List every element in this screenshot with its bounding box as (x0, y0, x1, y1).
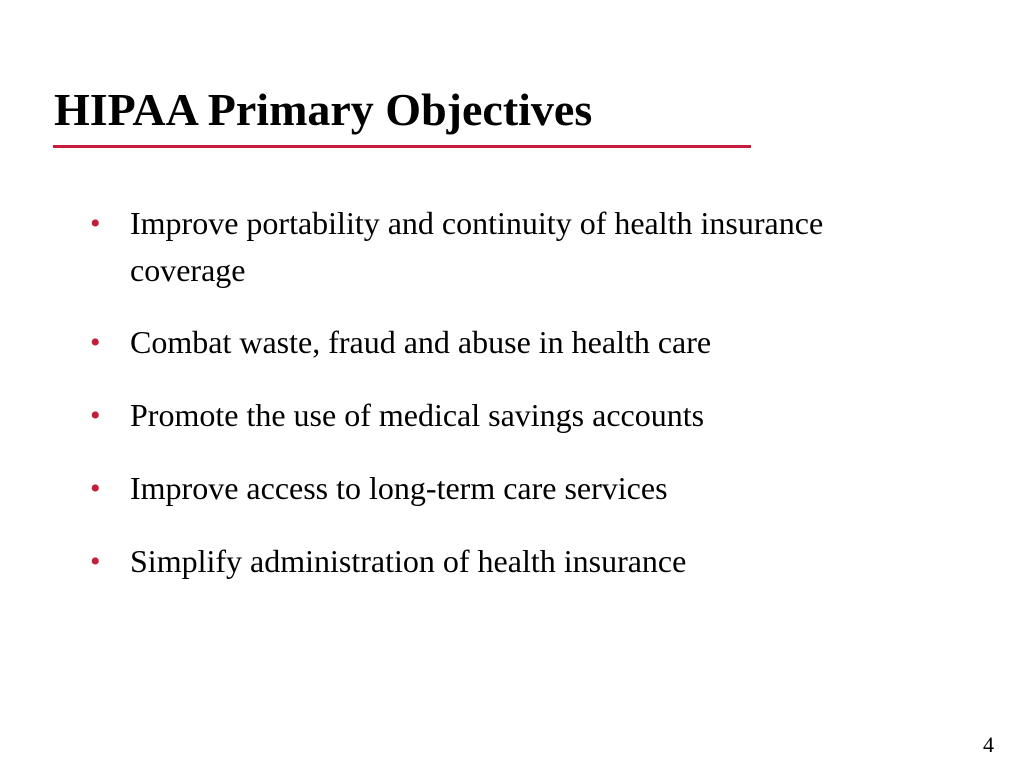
bullet-text: Combat waste, fraud and abuse in health care (130, 324, 712, 360)
page-number: 4 (983, 732, 994, 757)
bullet-icon: • (90, 399, 101, 432)
list-item (90, 319, 890, 366)
bullet-icon: • (90, 472, 101, 505)
list-item (90, 392, 890, 439)
bullet-text: Simplify administration of health insurance (130, 543, 687, 579)
bullet-icon: • (90, 326, 101, 359)
bullet-icon: • (90, 207, 101, 240)
bullet-text: Improve access to long-term care services (130, 470, 668, 506)
title-underline (53, 145, 751, 148)
bullet-text: Promote the use of medical savings accounts (130, 397, 705, 433)
list-item (90, 200, 890, 294)
bullet-text: Improve portability and continuity of health insurance coverage (130, 205, 824, 288)
bullet-icon: • (90, 545, 101, 578)
list-item (90, 465, 890, 512)
slide-title: HIPAA Primary Objectives (54, 84, 593, 135)
list-item (90, 538, 890, 585)
bullet-list (90, 200, 890, 611)
